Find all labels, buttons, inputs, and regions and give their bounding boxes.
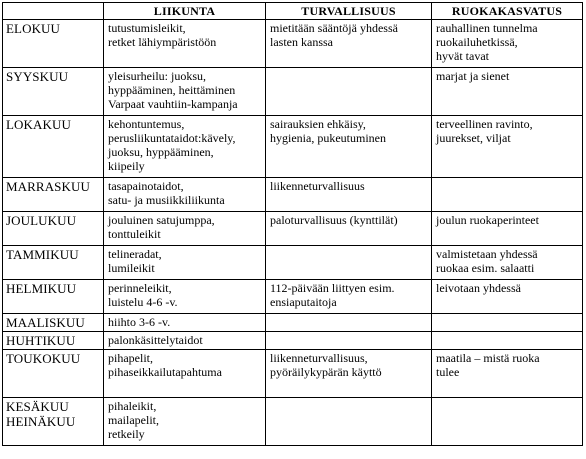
liikunta-text-line: telineradat,: [108, 247, 162, 261]
cell-turvallisuus: [266, 116, 432, 178]
ruokakasvatus-text-line: rauhallinen tunnelma: [436, 21, 538, 35]
cell-ruokakasvatus: [432, 178, 583, 212]
month-text-line: HUHTIKUU: [6, 333, 76, 348]
liikunta-text-line: pihaleikit,: [108, 399, 157, 413]
liikunta-text-line: perinneleikit,: [108, 281, 172, 295]
cell-liikunta: [104, 178, 266, 212]
cell-liikunta: [104, 350, 266, 398]
cell-ruokakasvatus: [432, 246, 583, 280]
cell-liikunta: [104, 20, 266, 68]
table-row: [3, 116, 583, 178]
month-text-line: LOKAKUU: [6, 117, 71, 132]
ruokakasvatus-text-line: juurekset, viljat: [436, 131, 511, 145]
cell-turvallisuus: [266, 280, 432, 314]
month-text-line: MAALISKUU: [6, 315, 85, 330]
table-row: [3, 350, 583, 398]
ruokakasvatus-text-line: ruokailuhetkissä,: [436, 35, 518, 49]
ruokakasvatus-text-line: maatila – mistä ruoka: [436, 351, 540, 365]
table-row: [3, 212, 583, 246]
liikunta-text-line: perusliikuntataidot:kävely,: [108, 131, 236, 145]
liikunta-text-line: palonkäsittelytaidot: [108, 333, 203, 347]
liikunta-text-line: lumileikit: [108, 261, 155, 275]
cell-turvallisuus: [266, 246, 432, 280]
liikunta-text-line: tasapainotaidot,: [108, 179, 184, 193]
cell-turvallisuus: [266, 314, 432, 332]
turvallisuus-text-line: paloturvallisuus (kynttilät): [270, 213, 398, 227]
ruokakasvatus-text-line: hyvät tavat: [436, 49, 489, 63]
cell-turvallisuus: [266, 178, 432, 212]
table-row: [3, 280, 583, 314]
cell-month: [3, 178, 104, 212]
turvallisuus-text-line: liikenneturvallisuus: [270, 179, 365, 193]
table-row: [3, 314, 583, 332]
cell-ruokakasvatus: [432, 212, 583, 246]
month-text-line: MARRASKUU: [6, 179, 90, 194]
cell-liikunta: [104, 212, 266, 246]
turvallisuus-text-line: sairauksien ehkäisy,: [270, 117, 366, 131]
month-text-line: SYYSKUU: [6, 69, 69, 84]
cell-ruokakasvatus: [432, 332, 583, 350]
header-row: [3, 3, 583, 20]
cell-liikunta: [104, 280, 266, 314]
cell-liikunta: [104, 314, 266, 332]
cell-month: [3, 20, 104, 68]
cell-liikunta: [104, 332, 266, 350]
liikunta-text-line: retket lähiympäristöön: [108, 35, 217, 49]
liikunta-text-line: jouluinen satujumppa,: [108, 213, 215, 227]
liikunta-text-line: luistelu 4-6 -v.: [108, 295, 178, 309]
header-month: [3, 3, 104, 20]
month-text-line: HEINÄKUU: [6, 414, 76, 429]
cell-turvallisuus: [266, 350, 432, 398]
liikunta-text-line: tonttuleikit: [108, 227, 161, 241]
liikunta-text-line: kehontuntemus,: [108, 117, 185, 131]
cell-ruokakasvatus: [432, 116, 583, 178]
liikunta-text-line: kiipeily: [108, 159, 145, 173]
ruokakasvatus-text-line: tulee: [436, 365, 460, 379]
cell-liikunta: [104, 68, 266, 116]
cell-month: [3, 314, 104, 332]
cell-month: [3, 332, 104, 350]
header-liikunta: LIIKUNTA: [104, 3, 266, 20]
liikunta-text-line: yleisurheilu: juoksu,: [108, 69, 206, 83]
turvallisuus-text-line: mietitään sääntöjä yhdessä: [270, 21, 398, 35]
liikunta-text-line: Varpaat vauhtiin-kampanja: [108, 97, 238, 111]
ruokakasvatus-text-line: joulun ruokaperinteet: [436, 213, 539, 227]
liikunta-text-line: pihaseikkailutapahtuma: [108, 365, 222, 379]
turvallisuus-text-line: pyöräilykypärän käyttö: [270, 365, 382, 379]
cell-ruokakasvatus: [432, 68, 583, 116]
month-text-line: KESÄKUU: [6, 399, 69, 414]
cell-liikunta: [104, 246, 266, 280]
turvallisuus-text-line: liikenneturvallisuus,: [270, 351, 368, 365]
table-row: [3, 398, 583, 446]
turvallisuus-text-line: ensiaputaitoja: [270, 295, 337, 309]
ruokakasvatus-text-line: marjat ja sienet: [436, 69, 510, 83]
turvallisuus-text-line: 112-päivään liittyen esim.: [270, 281, 395, 295]
cell-month: [3, 212, 104, 246]
table-body: [3, 20, 583, 446]
liikunta-text-line: satu- ja musiikkiliikunta: [108, 193, 225, 207]
table-row: [3, 246, 583, 280]
cell-liikunta: [104, 398, 266, 446]
liikunta-text-line: tutustumisleikit,: [108, 21, 186, 35]
cell-month: [3, 68, 104, 116]
table-row: [3, 178, 583, 212]
cell-month: [3, 398, 104, 446]
cell-turvallisuus: [266, 332, 432, 350]
header-turvallisuus: TURVALLISUUS: [266, 3, 432, 20]
table-row: [3, 68, 583, 116]
month-text-line: TOUKOKUU: [6, 351, 81, 366]
cell-month: [3, 116, 104, 178]
turvallisuus-text-line: lasten kanssa: [270, 35, 333, 49]
ruokakasvatus-text-line: terveellinen ravinto,: [436, 117, 533, 131]
cell-month: [3, 246, 104, 280]
cell-ruokakasvatus: [432, 350, 583, 398]
ruokakasvatus-text-line: leivotaan yhdessä: [436, 281, 521, 295]
cell-liikunta: [104, 116, 266, 178]
cell-month: [3, 350, 104, 398]
cell-ruokakasvatus: [432, 280, 583, 314]
cell-turvallisuus: [266, 398, 432, 446]
month-text-line: ELOKUU: [6, 21, 61, 36]
ruokakasvatus-text-line: ruokaa esim. salaatti: [436, 261, 535, 275]
cell-ruokakasvatus: [432, 398, 583, 446]
month-text-line: HELMIKUU: [6, 281, 77, 296]
cell-month: [3, 280, 104, 314]
annual-plan-table: [2, 2, 583, 446]
turvallisuus-text-line: hygienia, pukeutuminen: [270, 131, 386, 145]
cell-turvallisuus: [266, 68, 432, 116]
ruokakasvatus-text-line: valmistetaan yhdessä: [436, 247, 538, 261]
cell-ruokakasvatus: [432, 20, 583, 68]
cell-ruokakasvatus: [432, 314, 583, 332]
header-ruokakasvatus: RUOKAKASVATUS: [432, 3, 583, 20]
liikunta-text-line: retkeily: [108, 427, 145, 441]
liikunta-text-line: hyppääminen, heittäminen: [108, 83, 236, 97]
month-text-line: JOULUKUU: [6, 213, 77, 228]
cell-turvallisuus: [266, 20, 432, 68]
liikunta-text-line: juoksu, hyppääminen,: [108, 145, 214, 159]
table-row: [3, 20, 583, 68]
liikunta-text-line: mailapelit,: [108, 413, 159, 427]
liikunta-text-line: pihapelit,: [108, 351, 153, 365]
month-text-line: TAMMIKUU: [6, 247, 79, 262]
cell-turvallisuus: [266, 212, 432, 246]
table-row: [3, 332, 583, 350]
liikunta-text-line: hiihto 3-6 -v.: [108, 315, 171, 329]
